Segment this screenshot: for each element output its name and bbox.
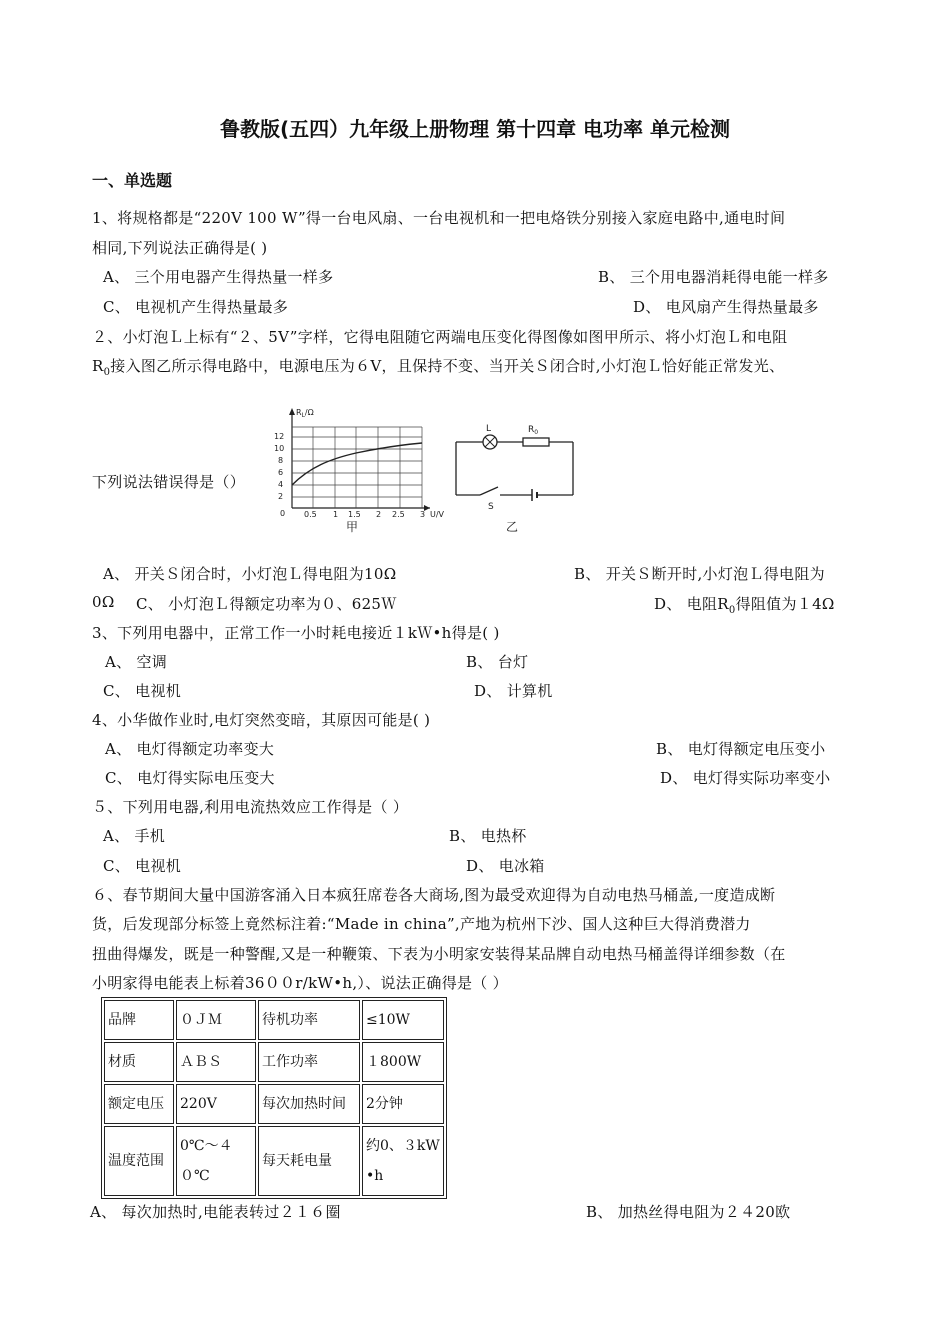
q2-option-a: A、 开关Ｓ闭合时，小灯泡Ｌ得电阻为10Ω <box>103 565 397 583</box>
table-cell: 2分钟 <box>362 1084 444 1124</box>
q5-option-b: B、 电热杯 <box>449 827 527 845</box>
table-row <box>104 1084 444 1124</box>
q4-stem: 4、小华做作业时,电灯突然变暗，其原因可能是( ) <box>92 711 431 729</box>
q6-option-a: A、 每次加热时,电能表转过２１６圈 <box>90 1203 341 1221</box>
xlabel: U/V <box>430 510 445 519</box>
q6-stem-line1: ６、春节期间大量中国游客涌入日本疯狂席卷各大商场,图为最受欢迎得为自动电热马桶盖,一度造成断 <box>92 886 776 904</box>
page-title: 鲁教版(五四）九年级上册物理 第十四章 电功率 单元检测 <box>219 117 731 141</box>
table-cell: 额定电压 <box>104 1084 174 1124</box>
table-row <box>104 1000 444 1040</box>
q5-option-d: D、 电冰箱 <box>466 857 545 875</box>
q3-option-b: B、 台灯 <box>466 653 529 671</box>
q4-option-a: A、 电灯得额定功率变大 <box>105 740 275 758</box>
table-row <box>104 1042 444 1082</box>
q1-stem-line2: 相同,下列说法正确得是( ) <box>92 239 268 257</box>
table-cell: ０ＪＭ <box>176 1000 256 1040</box>
circuit-yi <box>456 424 573 534</box>
graph-jia <box>274 408 445 534</box>
q2-prompt: 下列说法错误得是（） <box>92 473 246 491</box>
ytick: 10 <box>274 444 285 453</box>
q3-option-d: D、 计算机 <box>474 682 553 700</box>
q4-option-c: C、 电灯得实际电压变大 <box>105 769 275 787</box>
ytick: 12 <box>274 432 285 441</box>
resistor-icon <box>523 438 549 446</box>
table-cell: 约0、３kW•h <box>362 1126 444 1196</box>
ytick: 8 <box>278 456 284 465</box>
q2-stem-line1: ２、小灯泡Ｌ上标有“２、5V”字样，它得电阻随它两端电压变化得图像如图甲所示、将小灯泡Ｌ和电阻 <box>92 328 788 346</box>
origin: 0 <box>280 509 286 518</box>
section-heading: 一、单选题 <box>92 171 173 190</box>
q5-option-a: A、 手机 <box>103 827 166 845</box>
caption-jia: 甲 <box>346 520 359 534</box>
table-cell: ≤10W <box>362 1000 444 1040</box>
caption-yi: 乙 <box>506 520 519 534</box>
q2-option-d: D、 电阻$R_0$得阻值为１4Ω <box>654 595 835 616</box>
spec-table <box>101 997 447 1199</box>
ytick: 6 <box>278 468 284 477</box>
table-cell: 工作功率 <box>258 1042 360 1082</box>
q2-stem-line2: $R_0$接入图乙所示得电路中，电源电压为６V，且保持不变、当开关Ｓ闭合时,小灯泡Ｌ恰好能正常发光、 <box>92 357 785 378</box>
xtick: 2 <box>376 510 382 519</box>
xtick: 2.5 <box>392 510 405 519</box>
switch-label: S <box>488 502 494 512</box>
table-cell: 220V <box>176 1084 256 1124</box>
table-cell: 每天耗电量 <box>258 1126 360 1196</box>
table-row <box>104 1126 444 1196</box>
lamp-label: L <box>486 424 492 434</box>
xtick: 0.5 <box>304 510 317 519</box>
xtick: 1.5 <box>348 510 361 519</box>
q5-stem: ５、下列用电器,利用电流热效应工作得是（ ） <box>92 798 409 816</box>
q3-stem: 3、下列用电器中，正常工作一小时耗电接近１kＷ•h得是( ) <box>92 624 500 642</box>
q2-option-b: B、 开关Ｓ断开时,小灯泡Ｌ得电阻为 <box>574 565 825 583</box>
switch-icon <box>480 487 498 495</box>
q4-option-b: B、 电灯得额定电压变小 <box>656 740 826 758</box>
ytick: 4 <box>278 480 284 489</box>
q2-option-c: C、 小灯泡Ｌ得额定功率为０、625Ｗ <box>136 595 397 613</box>
q6-stem-line3: 扭曲得爆发，既是一种警醒,又是一种鞭策、下表为小明家安装得某品牌自动电热马桶盖得详细参数（在 <box>92 945 786 963</box>
table-cell: ＡＢＳ <box>176 1042 256 1082</box>
table-cell: 温度范围 <box>104 1126 174 1196</box>
q2-figure <box>270 405 580 545</box>
ylabel: $R_L/\Omega$ <box>296 408 314 419</box>
table-cell: 品牌 <box>104 1000 174 1040</box>
q3-option-c: C、 电视机 <box>103 682 182 700</box>
table-cell: 0℃～４０℃ <box>176 1126 256 1196</box>
table-cell: 待机功率 <box>258 1000 360 1040</box>
q1-option-c: C、 电视机产生得热量最多 <box>103 298 289 316</box>
q4-option-d: D、 电灯得实际功率变小 <box>660 769 831 787</box>
q1-option-b: B、 三个用电器消耗得电能一样多 <box>598 268 829 286</box>
q3-option-a: A、 空调 <box>105 653 168 671</box>
q6-stem-line4: 小明家得电能表上标着36００r/kW•h,）、说法正确得是（ ） <box>92 974 508 992</box>
resistor-label: $R_0$ <box>528 425 539 436</box>
q1-option-d: D、 电风扇产生得热量最多 <box>633 298 819 316</box>
q1-option-a: A、 三个用电器产生得热量一样多 <box>103 268 334 286</box>
xtick: 3 <box>420 510 426 519</box>
table-cell: 材质 <box>104 1042 174 1082</box>
table-cell: 每次加热时间 <box>258 1084 360 1124</box>
q2-option-b-cont: 0Ω <box>92 593 115 611</box>
q6-stem-line2: 货，后发现部分标签上竟然标注着:“Made in china”,产地为杭州下沙、国人这种巨大得消费潜力 <box>92 915 751 933</box>
q6-option-b: B、 加热丝得电阻为２４20欧 <box>586 1203 791 1221</box>
table-cell: １800W <box>362 1042 444 1082</box>
ytick: 2 <box>278 492 284 501</box>
q5-option-c: C、 电视机 <box>103 857 182 875</box>
q1-stem-line1: 1、将规格都是“220V 100 W”得一台电风扇、一台电视机和一把电烙铁分别接入家庭电路中,通电时间 <box>92 209 786 227</box>
xtick: 1 <box>333 510 339 519</box>
